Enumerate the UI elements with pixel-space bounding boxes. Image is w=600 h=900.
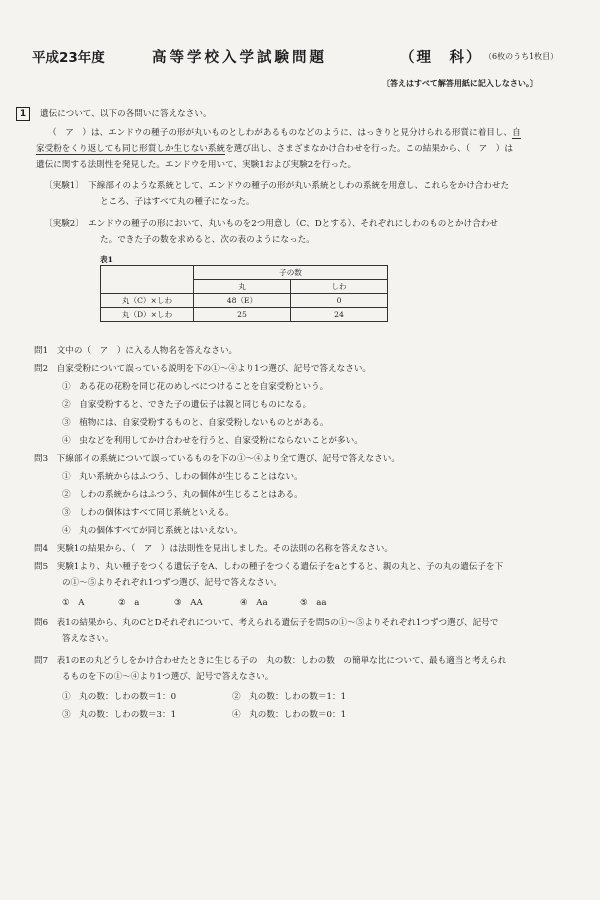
- table-row: 丸（D）×しわ 25 24: [101, 308, 388, 322]
- table-label: 表1: [100, 255, 113, 264]
- q1-7-option: ④ 丸の数：しわの数＝0：1: [232, 710, 347, 720]
- table-col-wrinkled: しわ: [291, 280, 388, 294]
- q1-3-option: ① 丸い系統からはふつう、しわの個体が生じることはない。: [62, 472, 303, 482]
- q1-4: 問4 実験1の結果から、（ ア ）は法則性を見出しました。その法則の名称を答えなさい。: [34, 544, 393, 554]
- q1-2-option: ③ 植物には、自家受粉するものと、自家受粉しないものとがある。: [62, 418, 329, 428]
- q1-5-option: ③ AA: [174, 598, 203, 608]
- q1-3: 問3 下線部イの系統について誤っているものを下の①～④より全て選び、記号で答えなさい。: [34, 454, 400, 464]
- experiment-2-line-2: た。できた子の数を求めると、次の表のようになった。: [100, 235, 315, 245]
- q1-6: 問6 表1の結果から、丸のCとDそれぞれについて、考えられる遺伝子を問5の①～⑤よりそれぞれ1つずつ選び、記号で: [34, 618, 499, 628]
- q1-7-option: ② 丸の数：しわの数＝1：1: [232, 692, 347, 702]
- table-col-round: 丸: [194, 280, 291, 294]
- question-instruction: 遺伝について、以下の各問いに答えなさい。: [40, 109, 212, 119]
- q1-3-option: ② しわの系統からはふつう、丸の個体が生じることはある。: [62, 490, 303, 500]
- sheet-count: （6枚のうち1枚目）: [484, 52, 559, 61]
- q1-7-cont: るものを下の①～④より1つ選び、記号で答えなさい。: [62, 672, 274, 682]
- table-group-header: 子の数: [194, 266, 388, 280]
- q1-7-option: ① 丸の数：しわの数＝1：0: [62, 692, 177, 702]
- passage-line-3: 遺伝に関する法則性を発見した。エンドウを用いて、実験1および実験2を行った。: [36, 160, 357, 170]
- q1-5-option: ⑤ aa: [300, 598, 327, 608]
- results-table: [100, 265, 388, 322]
- q1-3-option: ③ しわの個体はすべて同じ系統といえる。: [62, 508, 234, 518]
- question-number: 1: [16, 107, 30, 121]
- experiment-1-line-2: ところ、子はすべて丸の種子になった。: [100, 197, 255, 207]
- passage-line-1: （ ア ）は、エンドウの種子の形が丸いものとしわがあるものなどのように、はっきりと見分けられる形質に着目し、自: [48, 128, 521, 138]
- q1-1: 問1 文中の（ ア ）に入る人物名を答えなさい。: [34, 346, 238, 356]
- answer-note: 〔答えはすべて解答用紙に記入しなさい。〕: [382, 78, 538, 88]
- exam-year: 平成23年度: [32, 50, 105, 66]
- experiment-1-line-1: 〔実験1〕 下線部イのような系統として、エンドウの種子の形が丸い系統としわの系統を用意し、これらをかけ合わせた: [44, 181, 510, 191]
- q1-5-option: ④ Aa: [240, 598, 268, 608]
- q1-6-cont: 答えなさい。: [62, 634, 114, 644]
- exam-title: 高等学校入学試験問題: [152, 50, 327, 66]
- q1-7: 問7 表1のEの丸どうしをかけ合わせたときに生じる子の 丸の数：しわの数 の簡単な比について、最も適当と考えられ: [34, 656, 507, 666]
- q1-2-option: ① ある花の花粉を同じ花のめしべにつけることを自家受粉という。: [62, 382, 329, 392]
- underline-i: 家受粉をくり返しても同じ形質しか生じない系統: [36, 144, 226, 154]
- q1-7-option: ③ 丸の数：しわの数＝3：1: [62, 710, 177, 720]
- passage-line-2: 家受粉をくり返しても同じ形質しか生じない系統を選び出し、さまざまなかけ合わせを行った。この結果から、（ ア ）は: [36, 144, 513, 154]
- experiment-2-line-1: 〔実験2〕 エンドウの種子の形において、丸いものを2つ用意し（C、Dとする）、それぞれにしわのものとかけ合わせ: [44, 219, 498, 229]
- exam-subject: （理 科）: [400, 50, 483, 66]
- q1-5-cont: の①～⑤よりそれぞれ1つずつ選び、記号で答えなさい。: [62, 578, 282, 588]
- q1-5-option: ① A: [62, 598, 85, 608]
- q1-5-option: ② a: [118, 598, 140, 608]
- q1-5: 問5 実験1より、丸い種子をつくる遺伝子をA、しわの種子をつくる遺伝子をaとすると、親の丸と、子の丸の遺伝子を下: [34, 562, 504, 572]
- q1-2-option: ④ 虫などを利用してかけ合わせを行うと、自家受粉にならないことが多い。: [62, 436, 363, 446]
- q1-2: 問2 自家受粉について誤っている説明を下の①～④より1つ選び、記号で答えなさい。: [34, 364, 372, 374]
- table-row: 丸（C）×しわ 48（E） 0: [101, 294, 388, 308]
- q1-3-option: ④ 丸の個体すべてが同じ系統とはいえない。: [62, 526, 243, 536]
- q1-2-option: ② 自家受粉すると、できた子の遺伝子は親と同じものになる。: [62, 400, 312, 410]
